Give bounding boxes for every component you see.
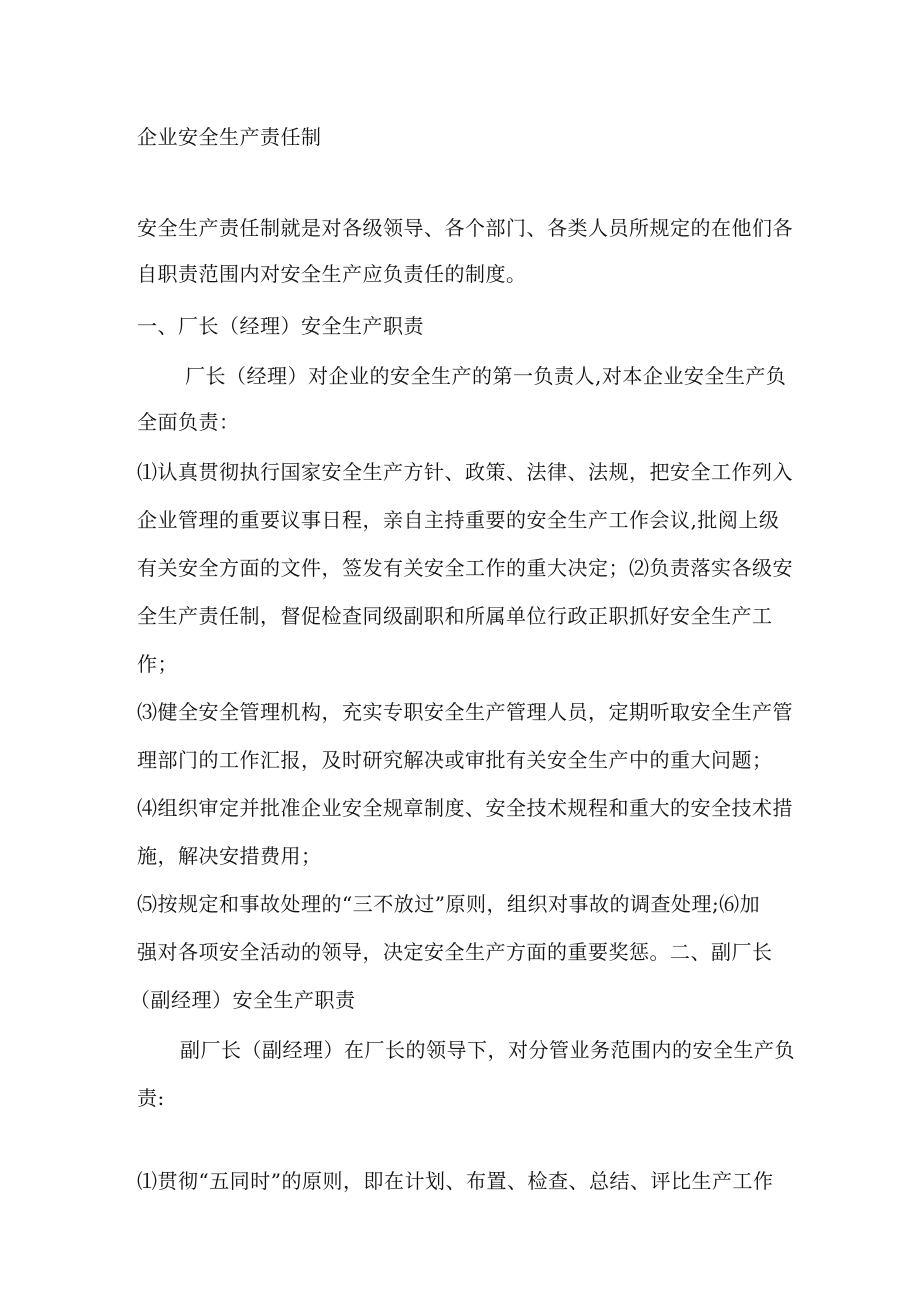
section-heading: 一、厂长（经理）安全生产职责 xyxy=(137,314,424,338)
text-line: 全面负责： xyxy=(137,410,240,434)
text-line: 施，解决安措费用； xyxy=(137,844,322,868)
text-line: 理部门的工作汇报，及时研究解决或审批有关安全生产中的重大问题； xyxy=(137,748,773,772)
text-line: ⑴认真贯彻执行国家安全生产方针、政策、法律、法规，把安全工作列入 xyxy=(137,460,793,484)
text-line: 作； xyxy=(137,652,178,676)
document-title: 企业安全生产责任制 xyxy=(137,125,322,149)
text-line: 有关安全方面的文件，签发有关安全工作的重大决定；⑵负责落实各级安 xyxy=(137,556,793,580)
text-line: 自职责范围内对安全生产应负责任的制度。 xyxy=(137,262,527,286)
text-line: 安全生产责任制就是对各级领导、各个部门、各类人员所规定的在他们各 xyxy=(137,216,793,240)
text-line: ⑴贯彻“五同时”的原则，即在计划、布置、检查、总结、评比生产工作 xyxy=(137,1169,774,1193)
text-line: 责: xyxy=(137,1086,165,1110)
text-line: 厂长（经理）对企业的安全生产的第一负责人,对本企业安全生产负 xyxy=(185,364,787,388)
text-line: ⑷组织审定并批准企业安全规章制度、安全技术规程和重大的安全技术措 xyxy=(137,796,793,820)
text-line: ⑶健全安全管理机构，充实专职安全生产管理人员，定期听取安全生产管 xyxy=(137,700,793,724)
text-line: 企业管理的重要议事日程，亲自主持重要的安全生产工作会议,批阅上级 xyxy=(137,508,780,532)
text-line: 副厂长（副经理）在厂长的领导下，对分管业务范围内的安全生产负 xyxy=(180,1038,795,1062)
section-heading: （副经理）安全生产职责 xyxy=(130,988,356,1012)
text-line: ⑸按规定和事故处理的“三不放过”原则，组织对事故的调查处理;⑹加 xyxy=(137,892,761,916)
text-line: 强对各项安全活动的领导，决定安全生产方面的重要奖惩。二、副厂长 xyxy=(137,940,773,964)
text-line: 全生产责任制，督促检查同级副职和所属单位行政正职抓好安全生产工 xyxy=(137,604,773,628)
